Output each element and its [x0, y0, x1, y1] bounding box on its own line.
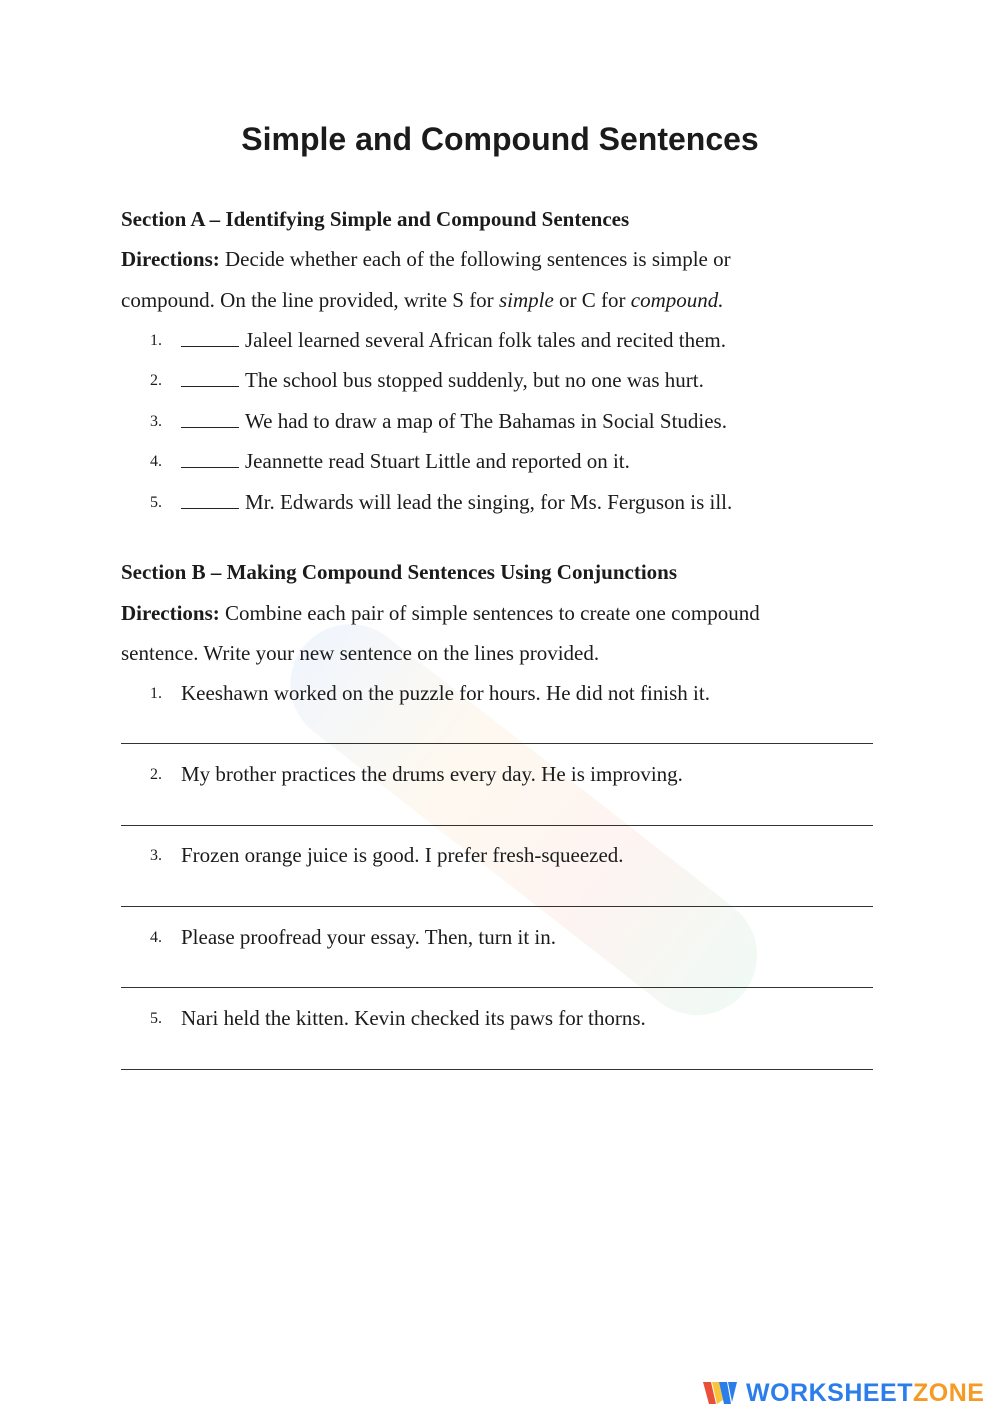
- question-number: 3.: [150, 847, 162, 864]
- section-a-directions-line-2: [121, 287, 724, 313]
- question-number: 1.: [150, 332, 162, 349]
- answer-line[interactable]: [121, 743, 873, 744]
- section-b-question-text: My brother practices the drums every day. He is improving.: [181, 762, 683, 786]
- question-number: 2.: [150, 766, 162, 783]
- section-b-question-text: Frozen orange juice is good. I prefer fresh-squeezed.: [181, 843, 624, 867]
- question-text: Mr. Edwards will lead the singing, for Ms. Ferguson is ill.: [245, 490, 733, 514]
- answer-blank[interactable]: [181, 328, 239, 347]
- section-a-question: [181, 367, 704, 393]
- section-a-question: [181, 489, 732, 515]
- question-text: Jaleel learned several African folk tales and recited them.: [245, 328, 727, 352]
- question-number: 4.: [150, 453, 162, 470]
- section-a-question: [181, 408, 727, 434]
- answer-blank[interactable]: [181, 449, 239, 468]
- question-number: 4.: [150, 929, 162, 946]
- question-number: 1.: [150, 685, 162, 702]
- answer-line[interactable]: [121, 906, 873, 907]
- worksheetzone-logo[interactable]: [702, 1378, 984, 1408]
- worksheetzone-logo-icon: [702, 1378, 738, 1408]
- answer-line[interactable]: [121, 987, 873, 988]
- section-b-question-text: Keeshawn worked on the puzzle for hours. He did not finish it.: [181, 681, 710, 705]
- question-number: 3.: [150, 413, 162, 430]
- answer-line[interactable]: [121, 1069, 873, 1070]
- question-number: 2.: [150, 372, 162, 389]
- page-title: Simple and Compound Sentences: [241, 121, 759, 157]
- directions-text: Decide whether each of the following sentences is simple or: [225, 247, 731, 271]
- section-b-heading: Section B – Making Compound Sentences Using Conjunctions: [121, 560, 678, 584]
- question-number: 5.: [150, 494, 162, 511]
- directions-label: Directions:: [121, 247, 220, 271]
- section-b-question-text: Please proofread your essay. Then, turn it in.: [181, 925, 556, 949]
- question-text: The school bus stopped suddenly, but no one was hurt.: [245, 368, 704, 392]
- question-text: We had to draw a map of The Bahamas in Social Studies.: [245, 409, 727, 433]
- directions-label: Directions:: [121, 601, 220, 625]
- worksheetzone-logo-text: WORKSHEETZONE: [746, 1379, 985, 1407]
- answer-blank[interactable]: [181, 368, 239, 387]
- section-a-question: [181, 448, 630, 474]
- section-a-heading: Section A – Identifying Simple and Compound Sentences: [121, 207, 630, 231]
- directions-compound-word: compound.: [630, 288, 724, 312]
- answer-blank[interactable]: [181, 409, 239, 428]
- answer-line[interactable]: [121, 825, 873, 826]
- section-b-question-text: Nari held the kitten. Kevin checked its paws for thorns.: [181, 1006, 646, 1030]
- directions-simple-word: simple: [498, 288, 554, 312]
- directions-text: compound. On the line provided, write S for: [121, 288, 499, 312]
- question-text: Jeannette read Stuart Little and reported on it.: [245, 449, 630, 473]
- answer-blank[interactable]: [181, 490, 239, 509]
- directions-text: or C for: [553, 288, 631, 312]
- section-a-directions-line-1: [121, 246, 731, 272]
- question-number: 5.: [150, 1010, 162, 1027]
- section-b-directions-line-2: sentence. Write your new sentence on the lines provided.: [121, 641, 600, 665]
- section-a-question: [181, 327, 726, 353]
- section-b-directions-line-1: [121, 600, 760, 626]
- directions-text: Combine each pair of simple sentences to create one compound: [225, 601, 760, 625]
